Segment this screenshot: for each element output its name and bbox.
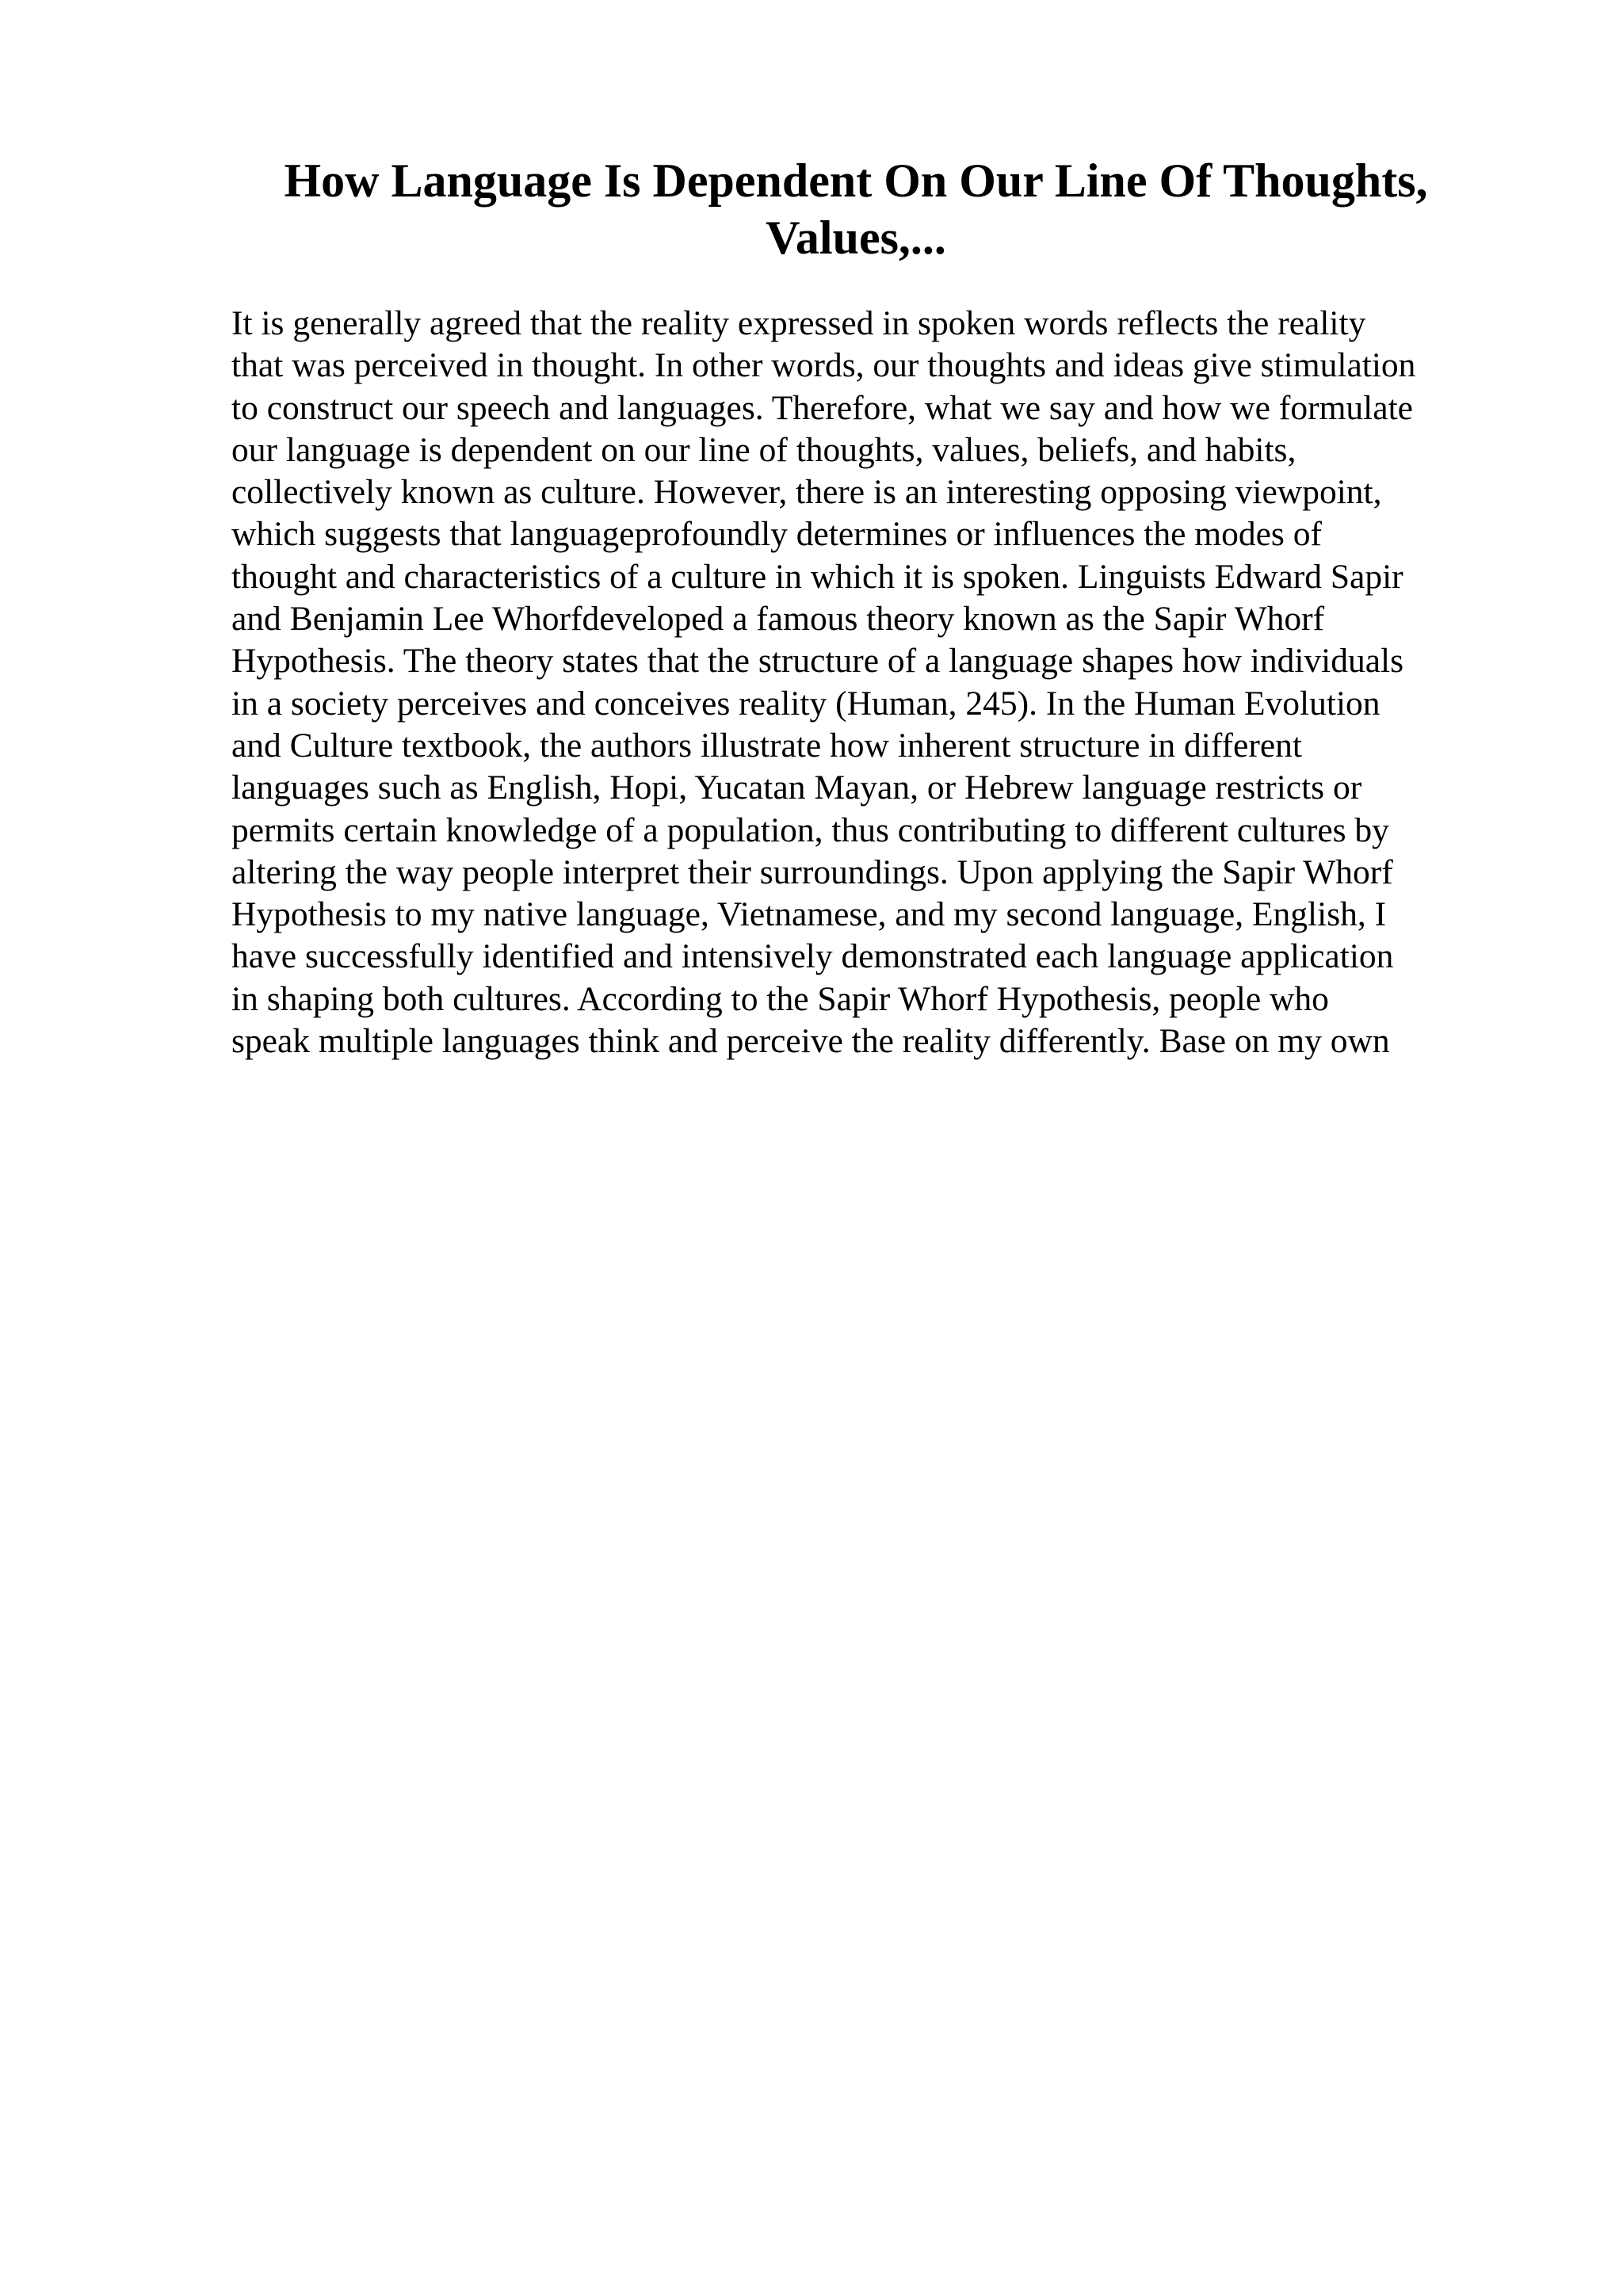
- title-line: How Language Is Dependent On Our Line Of Thoughts,: [284, 154, 1428, 207]
- body-line: have successfully identified and intensively demonstrated each language application: [231, 937, 1394, 976]
- body-line: Hypothesis to my native language, Vietnamese, and my second language, English, I: [231, 895, 1387, 934]
- body-line: thought and characteristics of a culture in which it is spoken. Linguists Edward Sapir: [231, 557, 1403, 596]
- title-line: Values,...: [766, 212, 946, 264]
- page-title: [238, 152, 1474, 266]
- body-line: and Benjamin Lee Whorfdeveloped a famous theory known as the Sapir Whorf: [231, 600, 1325, 639]
- body-line: permits certain knowledge of a population, thus contributing to different cultures by: [231, 810, 1389, 849]
- body-line: that was perceived in thought. In other words, our thoughts and ideas give stimulation: [231, 346, 1416, 385]
- body-line: our language is dependent on our line of thoughts, values, beliefs, and habits,: [231, 430, 1296, 469]
- body-line: languages such as English, Hopi, Yucatan Mayan, or Hebrew language restricts or: [231, 769, 1362, 807]
- body-line: altering the way people interpret their surroundings. Upon applying the Sapir Whorf: [231, 852, 1393, 891]
- body-paragraph: [231, 303, 1547, 1062]
- body-line: speak multiple languages think and perceive the reality differently. Base on my own: [231, 1022, 1390, 1061]
- body-line: and Culture textbook, the authors illustrate how inherent structure in different: [231, 726, 1302, 765]
- body-line: in shaping both cultures. According to the Sapir Whorf Hypothesis, people who: [231, 979, 1329, 1018]
- body-line: collectively known as culture. However, there is an interesting opposing viewpoint,: [231, 473, 1382, 512]
- body-line: in a society perceives and conceives reality (Human, 245). In the Human Evolution: [231, 684, 1381, 723]
- body-line: to construct our speech and languages. Therefore, what we say and how we formulate: [231, 388, 1413, 427]
- body-line: which suggests that languageprofoundly determines or influences the modes of: [231, 515, 1322, 554]
- body-line: Hypothesis. The theory states that the structure of a language shapes how individuals: [231, 642, 1404, 681]
- body-line: It is generally agreed that the reality expressed in spoken words reflects the reality: [231, 304, 1366, 342]
